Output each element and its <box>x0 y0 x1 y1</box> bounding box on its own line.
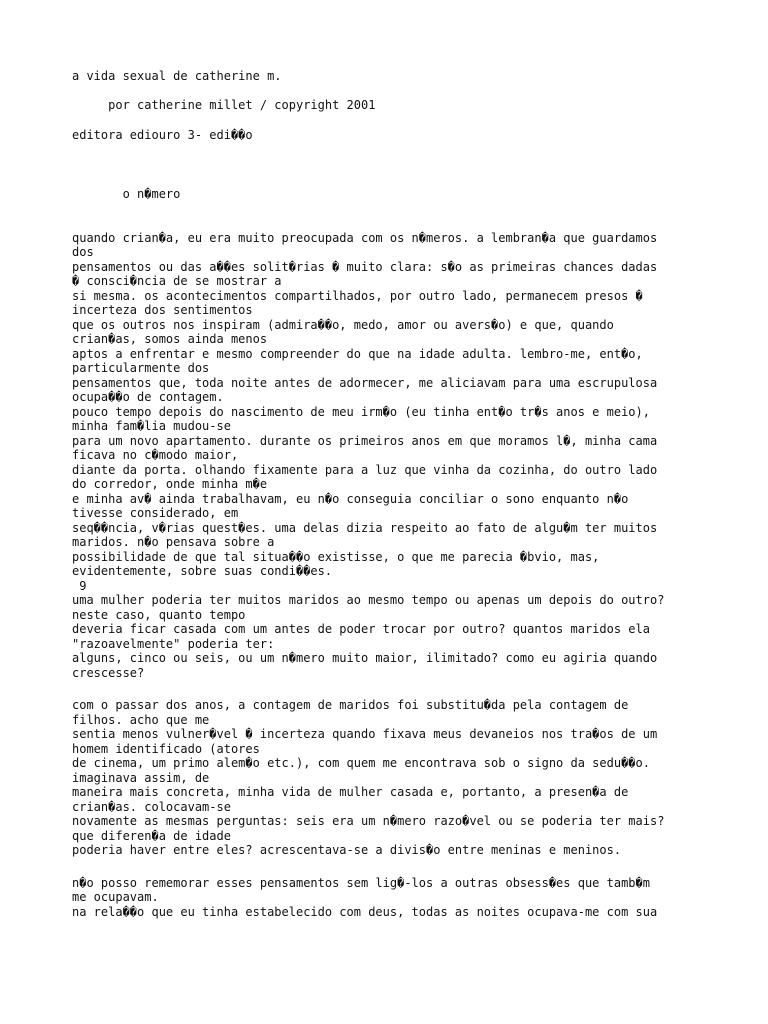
text-line: si mesma. os acontecimentos compartilhados, por outro lado, permanecem presos � <box>72 289 643 303</box>
text-line: de cinema, um primo alem�o etc.), com quem me encontrava sob o signo da sedu��o. <box>72 756 650 770</box>
publisher-line: editora ediouro 3- edi��o <box>72 128 253 142</box>
text-line: minha fam�lia mudou-se <box>72 419 231 433</box>
text-line: imaginava assim, de <box>72 771 210 785</box>
text-line: neste caso, quanto tempo <box>72 608 246 622</box>
text-line: poderia haver entre eles? acrescentava-se a divis�o entre meninas e meninos. <box>72 843 622 857</box>
text-line: crescesse? <box>72 666 145 680</box>
text-line: crian�as. colocavam-se <box>72 800 231 814</box>
document-title: a vida sexual de catherine m. <box>72 69 282 83</box>
text-line: maneira mais concreta, minha vida de mulher casada e, portanto, a presen�a de <box>72 785 629 799</box>
text-line: maridos. n�o pensava sobre a <box>72 535 275 549</box>
text-line: aptos a enfrentar e mesmo compreender do que na idade adulta. lembro-me, ent�o, <box>72 347 643 361</box>
text-line: sentia menos vulner�vel � incerteza quando fixava meus devaneios nos tra�os de um <box>72 727 658 741</box>
text-line: pensamentos ou das a��es solit�rias � muito clara: s�o as primeiras chances dadas <box>72 260 658 274</box>
text-line: que diferen�a de idade <box>72 829 231 843</box>
text-line: diante da porta. olhando fixamente para a luz que vinha da cozinha, do outro lado <box>72 463 658 477</box>
author-line: por catherine millet / copyright 2001 <box>72 98 376 112</box>
text-line: filhos. acho que me <box>72 713 210 727</box>
text-line: evidentemente, sobre suas condi��es. <box>72 564 333 578</box>
chapter-heading: o n�mero <box>72 187 181 201</box>
text-line: novamente as mesmas perguntas: seis era um n�mero razo�vel ou se poderia ter mais? <box>72 814 665 828</box>
text-line: seq��ncia, v�rias quest�es. uma delas dizia respeito ao fato de algu�m ter muitos <box>72 521 658 535</box>
text-line: me ocupavam. <box>72 890 159 904</box>
text-line: ocupa��o de contagem. <box>72 390 224 404</box>
text-line: e minha av� ainda trabalhavam, eu n�o conseguia conciliar o sono enquanto n�o <box>72 492 629 506</box>
text-line: uma mulher poderia ter muitos maridos ao mesmo tempo ou apenas um depois do outro? <box>72 593 665 607</box>
text-line: dos <box>72 245 94 259</box>
text-line: na rela��o que eu tinha estabelecido com deus, todas as noites ocupava-me com sua <box>72 905 658 919</box>
text-line: homem identificado (atores <box>72 742 260 756</box>
text-line: crian�as, somos ainda menos <box>72 332 268 346</box>
text-line: � consci�ncia de se mostrar a <box>72 274 282 288</box>
text-line: para um novo apartamento. durante os primeiros anos em que moramos l�, minha cama <box>72 434 658 448</box>
text-line: n�o posso rememorar esses pensamentos sem lig�-los a outras obsess�es que tamb�m <box>72 876 650 890</box>
text-line: que os outros nos inspiram (admira��o, medo, amor ou avers�o) e que, quando <box>72 318 614 332</box>
text-line: incerteza dos sentimentos <box>72 303 253 317</box>
text-line: do corredor, onde minha m�e <box>72 477 268 491</box>
text-line: com o passar dos anos, a contagem de maridos foi substitu�da pela contagem de <box>72 698 629 712</box>
text-line: pensamentos que, toda noite antes de adormecer, me aliciavam para uma escrupulosa <box>72 376 658 390</box>
text-line: ficava no c�modo maior, <box>72 448 239 462</box>
text-line: "razoavelmente" poderia ter: <box>72 637 275 651</box>
text-line: tivesse considerado, em <box>72 506 239 520</box>
text-line: deveria ficar casada com um antes de poder trocar por outro? quantos maridos ela <box>72 622 650 636</box>
text-line: quando crian�a, eu era muito preocupada com os n�meros. a lembran�a que guardamos <box>72 231 658 245</box>
text-line: alguns, cinco ou seis, ou um n�mero muito maior, ilimitado? como eu agiria quando <box>72 651 658 665</box>
page-number: 9 <box>72 579 87 593</box>
text-line: pouco tempo depois do nascimento de meu irm�o (eu tinha ent�o tr�s anos e meio), <box>72 405 650 419</box>
text-line: possibilidade de que tal situa��o existisse, o que me parecia �bvio, mas, <box>72 550 600 564</box>
text-line: particularmente dos <box>72 361 210 375</box>
